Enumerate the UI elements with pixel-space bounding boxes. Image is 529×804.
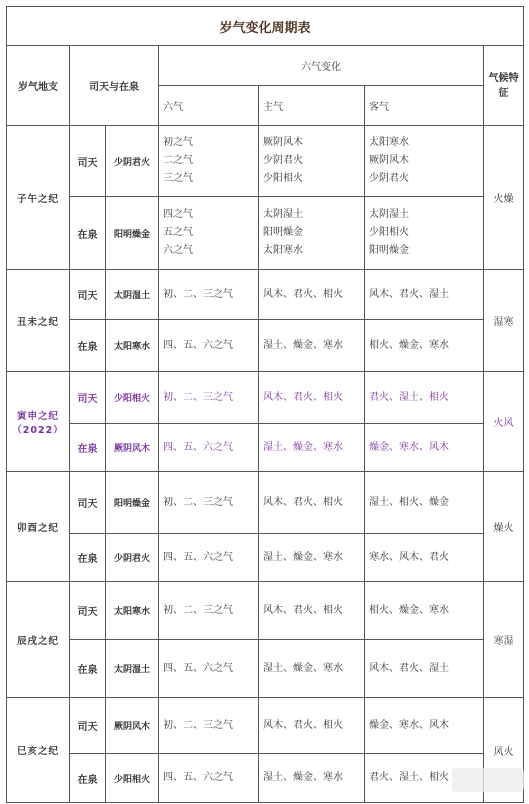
cell-line: 湿土、燥金、寒水 bbox=[263, 441, 343, 453]
cell-zhuqi bbox=[259, 270, 365, 320]
table-row bbox=[7, 270, 524, 320]
row-qi: 少阳相火 bbox=[106, 754, 159, 803]
cycle-table bbox=[6, 6, 524, 803]
header-keqi: 客气 bbox=[365, 86, 484, 126]
table-row bbox=[7, 197, 524, 270]
table-row bbox=[7, 424, 524, 472]
group-name bbox=[7, 472, 70, 582]
cell-liuqi bbox=[159, 424, 259, 472]
header-sitian-zaiquan: 司天与在泉 bbox=[70, 46, 159, 126]
cell-line: 初、二、三之气 bbox=[163, 604, 233, 616]
cell-zhuqi bbox=[259, 424, 365, 472]
cell-line: 相火、燥金、寒水 bbox=[369, 604, 449, 616]
cell-line: 六之气 bbox=[163, 245, 193, 256]
cell-zhuqi bbox=[259, 372, 365, 424]
group-name-text: 辰戌之纪 bbox=[16, 635, 59, 647]
cell-line: 燥金、寒水、风木 bbox=[369, 441, 449, 453]
watermark bbox=[452, 768, 524, 792]
row-type: 在泉 bbox=[70, 534, 106, 582]
cell-line: 阳明燥金 bbox=[263, 227, 303, 238]
cell-line: 四、五、六之气 bbox=[163, 772, 233, 783]
climate-feature: 火风 bbox=[484, 372, 524, 472]
cell-line: 二之气 bbox=[163, 155, 193, 166]
cell-line: 阳明燥金 bbox=[369, 245, 409, 256]
row-type: 在泉 bbox=[70, 320, 106, 372]
cell-line: 少阳相火 bbox=[263, 173, 303, 184]
cell-line: 少阴君火 bbox=[369, 173, 409, 184]
group-name-text: 巳亥之纪 bbox=[16, 746, 59, 757]
cell-zhuqi bbox=[259, 640, 365, 698]
cell-line: 相火、燥金、寒水 bbox=[369, 339, 449, 351]
climate-feature: 火燥 bbox=[484, 126, 524, 270]
cell-liuqi bbox=[159, 698, 259, 754]
header-liuqi-change: 六气变化 bbox=[159, 46, 484, 86]
table-row bbox=[7, 534, 524, 582]
group-name bbox=[7, 698, 70, 803]
row-type: 司天 bbox=[70, 270, 106, 320]
row-qi: 少阴君火 bbox=[106, 534, 159, 582]
row-type: 在泉 bbox=[70, 197, 106, 270]
cell-line: 四、五、六之气 bbox=[163, 441, 233, 453]
cell-line: 湿土、燥金、寒水 bbox=[263, 772, 343, 783]
row-qi: 厥阴风木 bbox=[106, 698, 159, 754]
row-type: 司天 bbox=[70, 472, 106, 534]
table-row bbox=[7, 754, 524, 803]
climate-feature: 寒湿 bbox=[484, 582, 524, 698]
cell-line: 四之气 bbox=[163, 209, 193, 220]
cell-liuqi bbox=[159, 640, 259, 698]
climate-feature: 湿寒 bbox=[484, 270, 524, 372]
cell-keqi bbox=[365, 320, 484, 372]
table-row bbox=[7, 126, 524, 197]
cell-line: 五之气 bbox=[163, 227, 193, 238]
cell-line: 厥阴风木 bbox=[369, 155, 409, 166]
cell-liuqi bbox=[159, 472, 259, 534]
cell-keqi bbox=[365, 372, 484, 424]
cell-line: 风木、君火、相火 bbox=[263, 391, 343, 403]
table-row bbox=[7, 472, 524, 534]
group-year: （2022） bbox=[12, 424, 64, 436]
row-qi: 太阴湿土 bbox=[106, 640, 159, 698]
climate-feature: 风火 bbox=[484, 698, 524, 803]
row-type: 在泉 bbox=[70, 424, 106, 472]
header-liuqi: 六气 bbox=[159, 86, 259, 126]
cell-keqi bbox=[365, 698, 484, 754]
table-row bbox=[7, 640, 524, 698]
cell-line: 湿土、燥金、寒水 bbox=[263, 662, 343, 674]
cell-zhuqi bbox=[259, 320, 365, 372]
cell-line: 太阴湿土 bbox=[263, 209, 303, 220]
cell-liuqi bbox=[159, 270, 259, 320]
cell-line: 四、五、六之气 bbox=[163, 339, 233, 351]
cell-keqi bbox=[365, 582, 484, 640]
cell-line: 风木、君火、相火 bbox=[263, 496, 343, 508]
cell-line: 风木、君火、湿土 bbox=[369, 662, 449, 674]
cell-zhuqi bbox=[259, 472, 365, 534]
cell-line: 四、五、六之气 bbox=[163, 662, 233, 674]
header-zhuqi: 主气 bbox=[259, 86, 365, 126]
cell-keqi bbox=[365, 197, 484, 270]
row-type: 司天 bbox=[70, 582, 106, 640]
cell-zhuqi bbox=[259, 698, 365, 754]
group-name-text: 卯酉之纪 bbox=[16, 522, 59, 534]
cell-line: 初之气 bbox=[163, 137, 193, 148]
row-qi: 少阳相火 bbox=[106, 372, 159, 424]
cell-line: 厥阴风木 bbox=[263, 137, 303, 148]
row-type: 在泉 bbox=[70, 640, 106, 698]
cell-line: 君火、湿土、相火 bbox=[369, 391, 449, 403]
header-feature-text: 气候特征 bbox=[488, 72, 519, 99]
cell-zhuqi bbox=[259, 754, 365, 803]
cell-zhuqi bbox=[259, 582, 365, 640]
cell-keqi bbox=[365, 472, 484, 534]
cell-keqi bbox=[365, 640, 484, 698]
group-name bbox=[7, 126, 70, 270]
row-type: 在泉 bbox=[70, 754, 106, 803]
row-qi: 阳明燥金 bbox=[106, 472, 159, 534]
group-name-text: 丑未之纪 bbox=[16, 316, 59, 328]
cell-line: 太阳寒水 bbox=[263, 245, 303, 256]
row-type: 司天 bbox=[70, 698, 106, 754]
cell-line: 初、二、三之气 bbox=[163, 391, 233, 403]
group-name bbox=[7, 270, 70, 372]
cell-liuqi bbox=[159, 197, 259, 270]
row-qi: 厥阴风木 bbox=[106, 424, 159, 472]
cell-line: 初、二、三之气 bbox=[163, 719, 233, 731]
row-qi: 太阴湿土 bbox=[106, 270, 159, 320]
cell-keqi bbox=[365, 270, 484, 320]
row-qi: 阳明燥金 bbox=[106, 197, 159, 270]
cell-zhuqi bbox=[259, 126, 365, 197]
row-type: 司天 bbox=[70, 126, 106, 197]
cell-line: 风木、君火、相火 bbox=[263, 604, 343, 616]
cell-liuqi bbox=[159, 534, 259, 582]
cell-liuqi bbox=[159, 754, 259, 803]
group-name bbox=[7, 372, 70, 472]
cell-liuqi bbox=[159, 320, 259, 372]
cell-liuqi bbox=[159, 582, 259, 640]
cell-line: 湿土、燥金、寒水 bbox=[263, 339, 343, 351]
cell-line: 太阳寒水 bbox=[369, 137, 409, 148]
cell-line: 少阴君火 bbox=[263, 155, 303, 166]
climate-feature: 燥火 bbox=[484, 472, 524, 582]
cell-liuqi bbox=[159, 126, 259, 197]
table-row bbox=[7, 320, 524, 372]
cell-line: 初、二、三之气 bbox=[163, 288, 233, 300]
group-name-text: 寅申之纪 bbox=[16, 410, 59, 422]
cell-line: 风木、君火、相火 bbox=[263, 719, 343, 731]
cell-line: 湿土、相火、燥金 bbox=[369, 496, 449, 508]
row-qi: 少阴君火 bbox=[106, 126, 159, 197]
cell-line: 太阴湿土 bbox=[369, 209, 409, 220]
cell-line: 君火、湿土、相火 bbox=[369, 772, 449, 783]
cell-keqi bbox=[365, 534, 484, 582]
cell-line: 燥金、寒水、风木 bbox=[369, 719, 449, 731]
cell-line: 少阳相火 bbox=[369, 227, 409, 238]
cell-line: 三之气 bbox=[163, 173, 193, 184]
table-row bbox=[7, 372, 524, 424]
group-name bbox=[7, 582, 70, 698]
cell-line: 风木、君火、相火 bbox=[263, 288, 343, 300]
group-name-text: 子午之纪 bbox=[16, 193, 59, 205]
row-type: 司天 bbox=[70, 372, 106, 424]
table-title: 岁气变化周期表 bbox=[7, 7, 524, 46]
cell-zhuqi bbox=[259, 534, 365, 582]
cell-liuqi bbox=[159, 372, 259, 424]
row-qi: 太阳寒水 bbox=[106, 582, 159, 640]
cell-line: 四、五、六之气 bbox=[163, 551, 233, 563]
row-qi: 太阳寒水 bbox=[106, 320, 159, 372]
header-feature bbox=[484, 46, 524, 126]
table-row bbox=[7, 582, 524, 640]
header-ganzhi: 岁气地支 bbox=[7, 46, 70, 126]
cell-line: 初、二、三之气 bbox=[163, 496, 233, 508]
cell-line: 风木、君火、湿土 bbox=[369, 288, 449, 300]
cell-line: 寒水、风木、君火 bbox=[369, 551, 449, 563]
cell-line: 湿土、燥金、寒水 bbox=[263, 551, 343, 563]
cell-keqi bbox=[365, 424, 484, 472]
cell-keqi bbox=[365, 126, 484, 197]
cell-zhuqi bbox=[259, 197, 365, 270]
table-row bbox=[7, 698, 524, 754]
